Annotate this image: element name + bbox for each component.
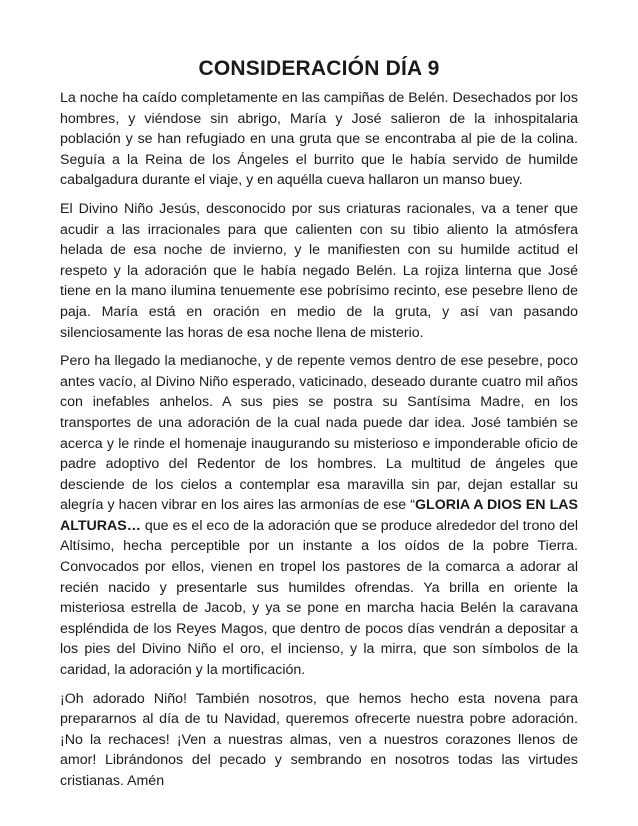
- paragraph-1: La noche ha caído completamente en las campiñas de Belén. Desechados por los hombres, y viéndose sin abrigo, María y José salieron de la inhospitalaria población y se han refugiado en una gruta que se encontraba al pie de la colina. Seguía a la Reina de los Ángeles el burrito que le había servido de humilde cabalgadura durante el viaje, y en aquélla cueva hallaron un manso buey.: [60, 90, 578, 189]
- page-title: CONSIDERACIÓN DÍA 9: [198, 57, 440, 80]
- paragraph-3-text-before: Pero ha llegado la medianoche, y de repente vemos dentro de ese pesebre, poco antes vacío, al Divino Niño esperado, vaticinado, deseado durante cuatro mil años con inefables anhelos. A sus pies se postra su Santísima Madre, en los transportes de una adoración de la cual nada puede dar idea. José también se acerca y le rinde el homenaje inaugurando su misterioso e imponderable oficio de padre adoptivo del Redentor de los hombres. La multitud de ángeles que desciende de los cielos a contemplar esa maravilla sin par, dejan estallar su alegría y hacen vibrar en los aires las armonías de ese “: [60, 353, 578, 514]
- paragraph-3: [60, 351, 578, 681]
- paragraph-3-bold-quote: GLORIA A DIOS EN LAS ALTURAS…: [60, 497, 578, 534]
- paragraph-4: ¡Oh adorado Niño! También nosotros, que hemos hecho esta novena para prepararnos al día de tu Navidad, queremos ofrecerte nuestra pobre adoración. ¡No la rechaces! ¡Ven a nuestras almas, ven a nuestros corazones llenos de amor! Librándonos del pecado y sembrando en nosotros todas las virtudes cristianas. Amén: [60, 690, 578, 789]
- paragraph-2: El Divino Niño Jesús, desconocido por sus criaturas racionales, va a tener que acudir a las irracionales para que calienten con su tibio aliento la atmósfera helada de esa noche de invierno, y le manifiesten con su humilde actitud el respeto y la adoración que le había negado Belén. La rojiza linterna que José tiene en la mano ilumina tenuemente ese pobrísimo recinto, ese pesebre lleno de paja. María está en oración en medio de la gruta, y así van pasando silenciosamente las horas de esa noche llena de misterio.: [60, 200, 578, 341]
- paragraph-3-text-after: que es el eco de la adoración que se produce alrededor del trono del Altísimo, hecha perceptible por un instante a los oídos de la pobre Tierra. Convocados por ellos, vienen en tropel los pastores de la comarca a adorar al recién nacido y presentarle sus humildes ofrendas. Ya brilla en oriente la misteriosa estrella de Jacob, y ya se pone en marcha hacia Belén la caravana espléndida de los Reyes Magos, que dentro de pocos días vendrán a depositar a los pies del Divino Niño el oro, el incienso, y la mirra, que son símbolos de la caridad, la adoración y la mortificación.: [60, 517, 578, 679]
